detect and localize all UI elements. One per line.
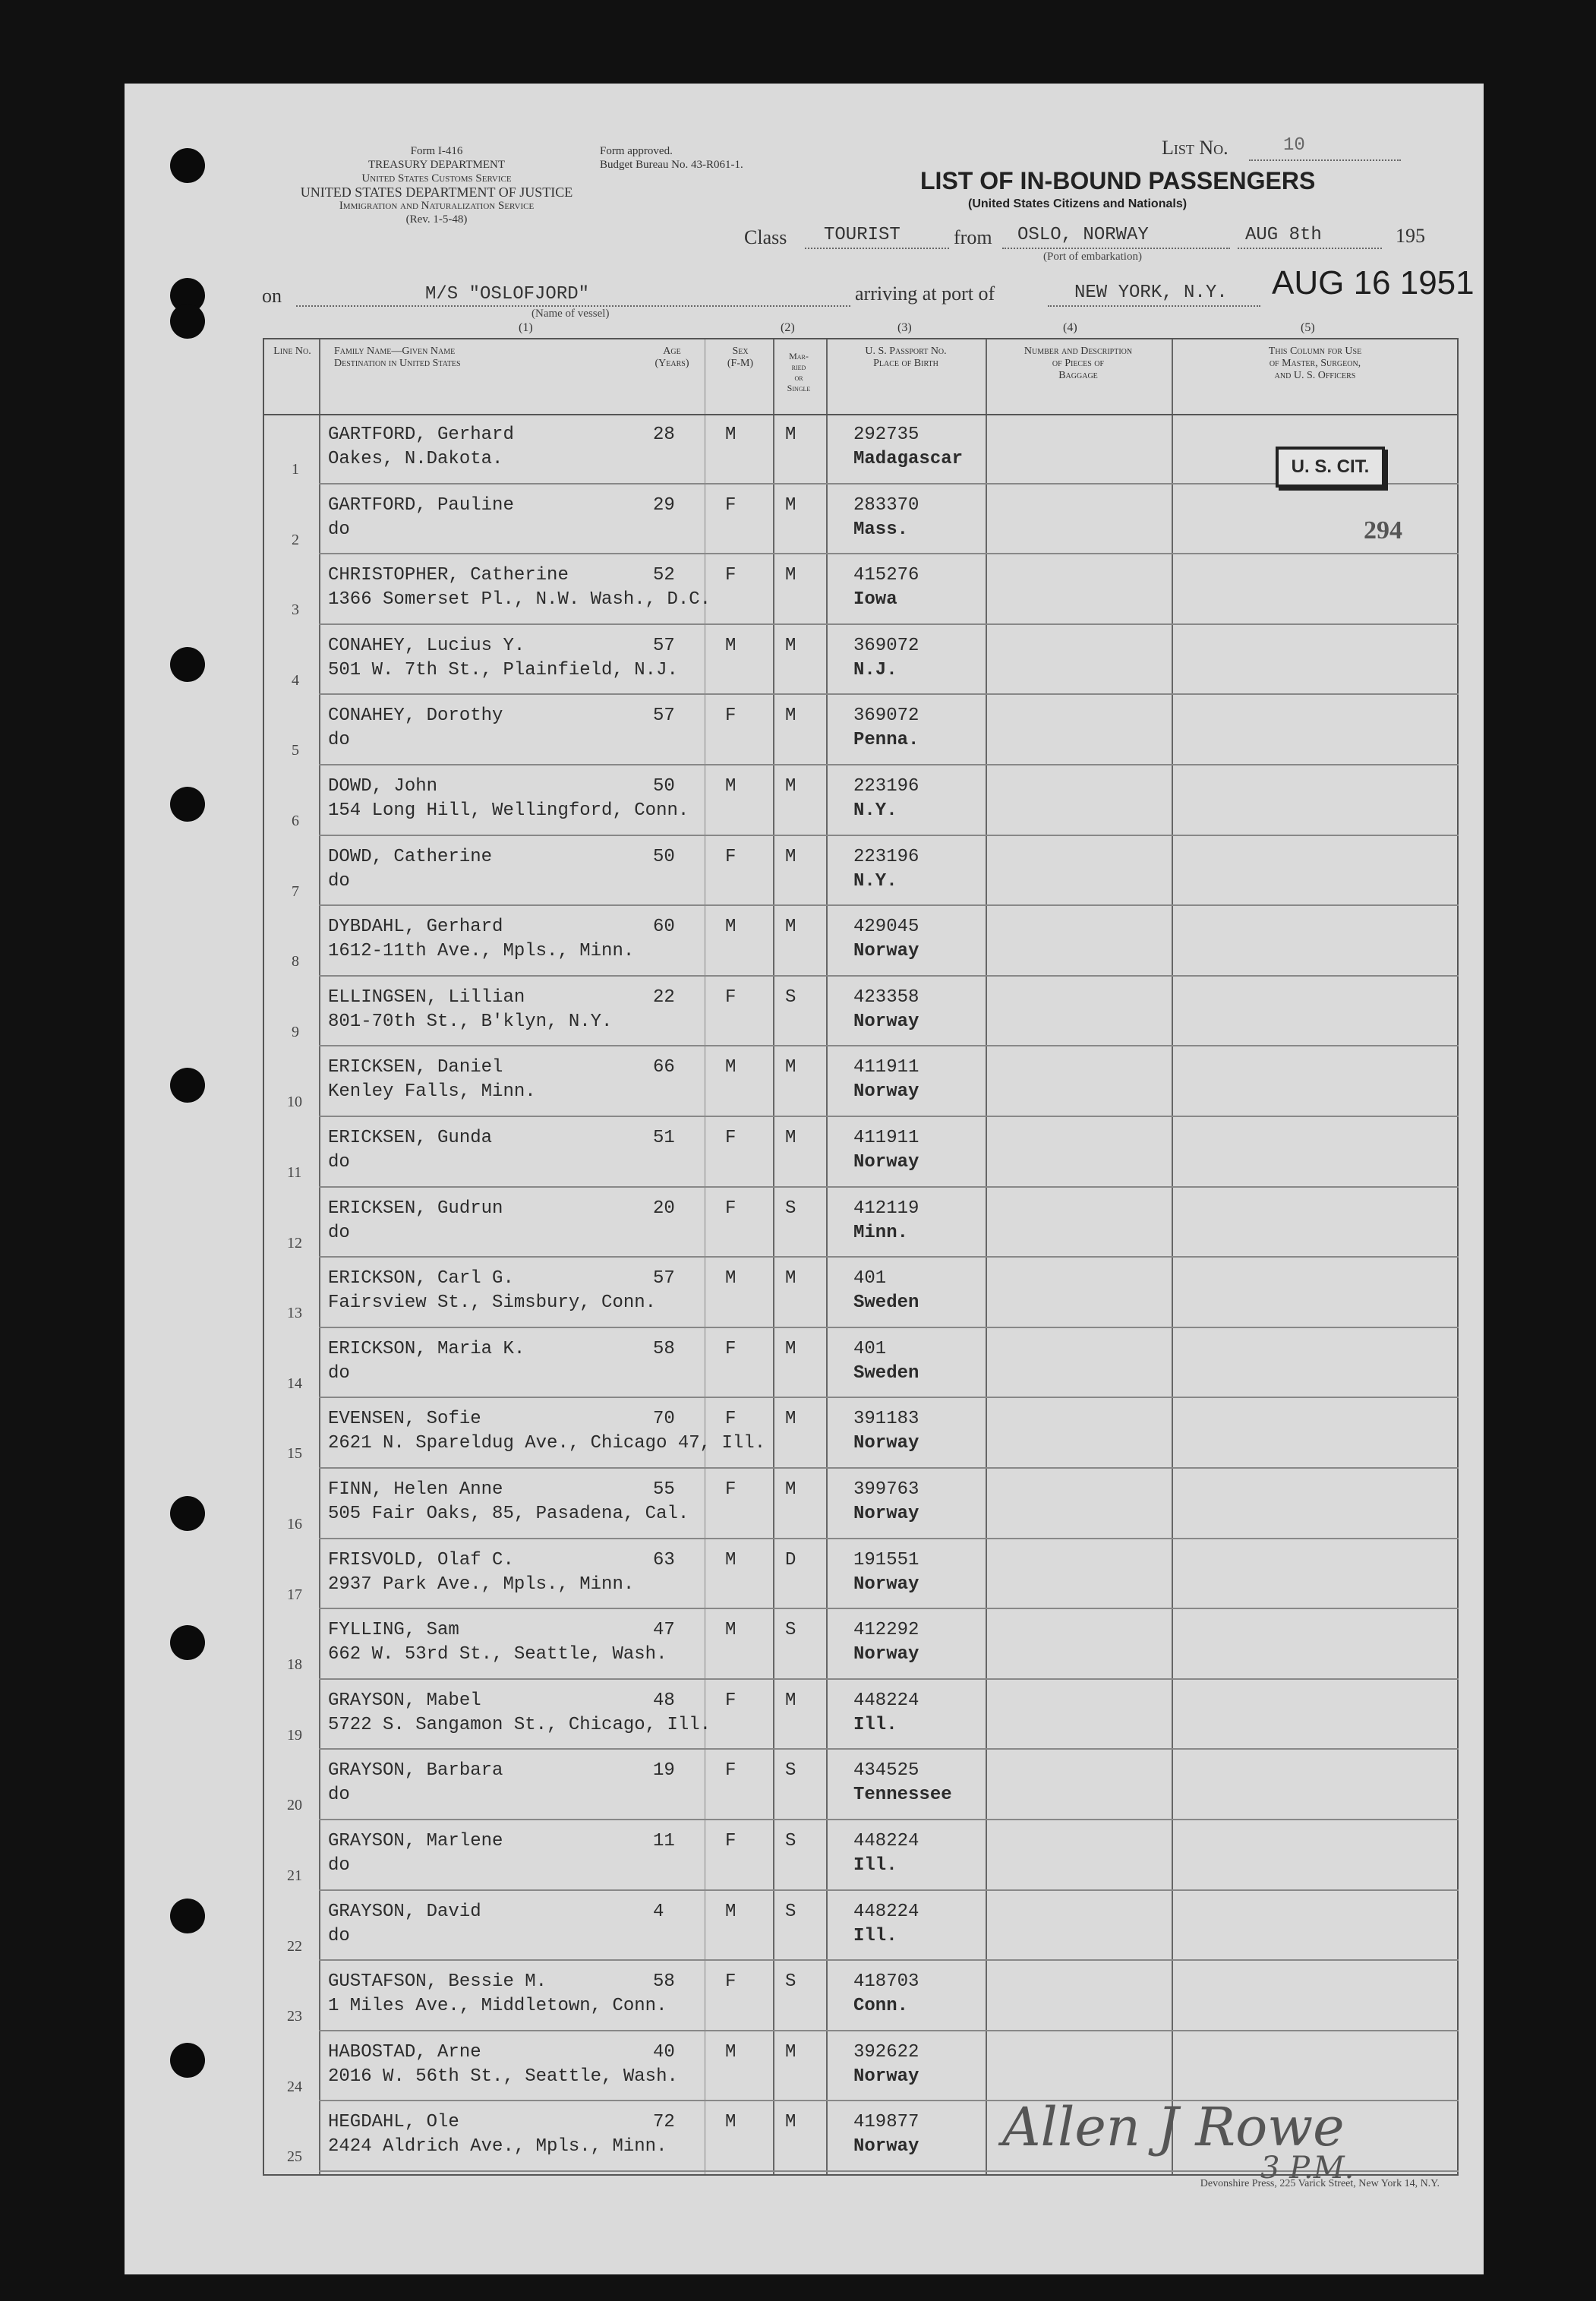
line-number: 4 xyxy=(292,671,299,689)
passenger-age: 51 xyxy=(653,1128,675,1148)
line-number: 21 xyxy=(287,1867,302,1884)
us-citizen-stamp: U. S. CIT. xyxy=(1276,447,1385,488)
line-number: 12 xyxy=(287,1234,302,1252)
marital-status: M xyxy=(785,1268,796,1289)
passenger-destination: do xyxy=(328,1222,350,1243)
passenger-age: 70 xyxy=(653,1409,675,1430)
line-number: 17 xyxy=(287,1586,302,1603)
passenger-sex: F xyxy=(725,1971,736,1993)
row-divider xyxy=(319,1256,1459,1258)
year-value: 195 xyxy=(1396,225,1425,247)
passenger-name: DOWD, Catherine xyxy=(328,846,493,867)
passenger-age: 60 xyxy=(653,917,675,938)
list-no-label: List No. xyxy=(1162,137,1229,159)
passenger-destination: do xyxy=(328,730,350,751)
passenger-sex: M xyxy=(725,917,736,938)
place-of-birth: Ill. xyxy=(853,1855,897,1876)
passenger-destination: 2937 Park Ave., Mpls., Minn. xyxy=(328,1573,635,1595)
row-divider xyxy=(319,1748,1459,1750)
passenger-sex: F xyxy=(725,1409,736,1430)
marital-status: S xyxy=(785,1760,796,1782)
on-label: on xyxy=(262,285,282,307)
passenger-name: ERICKSEN, Gunda xyxy=(328,1128,493,1148)
place-of-birth: Norway xyxy=(853,941,919,962)
passenger-name: GARTFORD, Gerhard xyxy=(328,425,514,445)
row-divider xyxy=(319,553,1459,554)
date-line xyxy=(1238,248,1382,249)
passenger-destination: 1612-11th Ave., Mpls., Minn. xyxy=(328,941,635,962)
binder-hole xyxy=(170,2043,205,2078)
class-label: Class xyxy=(744,226,787,248)
binder-hole xyxy=(170,304,205,339)
passenger-age: 66 xyxy=(653,1057,675,1078)
marital-status: M xyxy=(785,1128,796,1148)
col-num-3: (3) xyxy=(897,321,912,334)
form-approval xyxy=(600,144,828,172)
row-divider xyxy=(319,1467,1459,1469)
passport-number: 448224 xyxy=(853,1831,919,1851)
line-number: 1 xyxy=(292,461,299,478)
passenger-destination: do xyxy=(328,1855,350,1876)
form-id: Form I-416 xyxy=(410,145,463,157)
row-divider xyxy=(319,835,1459,836)
passport-number: 292735 xyxy=(853,425,919,445)
line-number: 14 xyxy=(287,1375,302,1392)
passenger-age: 58 xyxy=(653,1338,675,1359)
line-number: 2 xyxy=(292,531,299,548)
passenger-destination: 1366 Somerset Pl., N.W. Wash., D.C. xyxy=(328,589,711,611)
passenger-name: ERICKSON, Maria K. xyxy=(328,1338,525,1359)
class-line xyxy=(805,248,949,249)
line-number: 11 xyxy=(287,1164,302,1181)
passenger-name: DYBDAHL, Gerhard xyxy=(328,917,503,938)
passenger-destination: 2621 N. Spareldug Ave., Chicago 47, Ill. xyxy=(328,1433,766,1454)
passenger-age: 11 xyxy=(653,1831,675,1851)
col-line-no-label: Line No. xyxy=(273,346,311,357)
passenger-destination: Fairsview St., Simsbury, Conn. xyxy=(328,1293,657,1314)
passenger-destination: do xyxy=(328,1152,350,1173)
marital-status: M xyxy=(785,2041,796,2063)
passenger-name: ELLINGSEN, Lillian xyxy=(328,986,525,1008)
binder-hole xyxy=(170,1496,205,1531)
passenger-destination: do xyxy=(328,1785,350,1806)
passenger-name: DOWD, John xyxy=(328,776,438,797)
place-of-birth: Norway xyxy=(853,1573,919,1595)
marital-status: S xyxy=(785,1831,796,1851)
form-header-agencies xyxy=(262,144,611,226)
from-value: OSLO, NORWAY xyxy=(1017,225,1149,245)
marital-status: M xyxy=(785,1409,796,1430)
passenger-age: 57 xyxy=(653,1268,675,1289)
passenger-age: 58 xyxy=(653,1971,675,1993)
marital-status: M xyxy=(785,776,796,797)
line-number: 23 xyxy=(287,2008,302,2025)
col-name xyxy=(334,346,638,370)
passenger-name: CONAHEY, Dorothy xyxy=(328,705,503,727)
passport-number: 392622 xyxy=(853,2041,919,2063)
passenger-sex: M xyxy=(725,1901,736,1922)
row-divider xyxy=(319,1327,1459,1328)
passenger-name: FRISVOLD, Olaf C. xyxy=(328,1549,514,1570)
passenger-age: 50 xyxy=(653,846,675,867)
passenger-destination: 2424 Aldrich Ave., Mpls., Minn. xyxy=(328,2136,667,2157)
passenger-sex: F xyxy=(725,565,736,586)
passport-number: 448224 xyxy=(853,1901,919,1922)
binder-hole xyxy=(170,1625,205,1660)
col-married-label: Mar- ried or Single xyxy=(787,351,811,393)
passport-number: 419877 xyxy=(853,2112,919,2133)
passenger-destination: Oakes, N.Dakota. xyxy=(328,449,503,469)
place-of-birth: Norway xyxy=(853,1081,919,1103)
col-age-label: Age (Years) xyxy=(654,346,689,369)
marital-status: S xyxy=(785,1971,796,1993)
passenger-destination: 1 Miles Ave., Middletown, Conn. xyxy=(328,1996,667,2017)
line-number: 20 xyxy=(287,1797,302,1814)
line-number: 13 xyxy=(287,1305,302,1322)
passport-number: 399763 xyxy=(853,1479,919,1500)
place-of-birth: Penna. xyxy=(853,730,919,751)
passport-number: 391183 xyxy=(853,1409,919,1430)
passport-number: 411911 xyxy=(853,1057,919,1078)
passenger-age: 29 xyxy=(653,494,675,516)
passenger-sex: F xyxy=(725,1760,736,1782)
passenger-destination: do xyxy=(328,1925,350,1946)
passenger-age: 55 xyxy=(653,1479,675,1500)
place-of-birth: Ill. xyxy=(853,1714,897,1735)
passenger-destination: 505 Fair Oaks, 85, Pasadena, Cal. xyxy=(328,1504,689,1524)
vessel-note: (Name of vessel) xyxy=(531,308,610,320)
passenger-name: CONAHEY, Lucius Y. xyxy=(328,635,525,656)
passenger-destination: do xyxy=(328,870,350,892)
embark-note: (Port of embarkation) xyxy=(1043,251,1142,263)
date-value: AUG 8th xyxy=(1245,225,1322,245)
row-divider xyxy=(319,1045,1459,1046)
passport-number: 423358 xyxy=(853,986,919,1008)
passenger-name: CHRISTOPHER, Catherine xyxy=(328,565,569,586)
passenger-name: GARTFORD, Pauline xyxy=(328,494,514,516)
marital-status: S xyxy=(785,986,796,1008)
passenger-age: 48 xyxy=(653,1690,675,1711)
passenger-age: 57 xyxy=(653,635,675,656)
place-of-birth: N.Y. xyxy=(853,870,897,892)
row-divider xyxy=(319,1959,1459,1961)
marital-status: M xyxy=(785,565,796,586)
passenger-destination: 2016 W. 56th St., Seattle, Wash. xyxy=(328,2066,678,2087)
line-number: 3 xyxy=(292,601,299,619)
passport-number: 434525 xyxy=(853,1760,919,1782)
passenger-destination: 801-70th St., B'klyn, N.Y. xyxy=(328,1011,613,1032)
list-no-value: 10 xyxy=(1283,135,1305,156)
class-value: TOURIST xyxy=(824,225,901,245)
passenger-name: ERICKSEN, Daniel xyxy=(328,1057,503,1078)
marital-status: S xyxy=(785,1901,796,1922)
passport-number: 369072 xyxy=(853,635,919,656)
passenger-sex: M xyxy=(725,1268,736,1289)
binder-hole xyxy=(170,787,205,822)
passport-number: 369072 xyxy=(853,705,919,727)
place-of-birth: Madagascar xyxy=(853,449,964,469)
marital-status: M xyxy=(785,846,796,867)
port-line xyxy=(1048,305,1260,307)
place-of-birth: Ill. xyxy=(853,1925,897,1946)
passenger-sex: F xyxy=(725,1128,736,1148)
passenger-age: 22 xyxy=(653,986,675,1008)
customs-label: United States Customs Service xyxy=(361,172,512,185)
passenger-name: FINN, Helen Anne xyxy=(328,1479,503,1500)
col-num-2: (2) xyxy=(781,321,795,334)
passenger-age: 52 xyxy=(653,565,675,586)
passenger-age: 57 xyxy=(653,705,675,727)
passenger-name: GRAYSON, David xyxy=(328,1901,481,1922)
passport-number: 401 xyxy=(853,1268,887,1289)
line-number: 24 xyxy=(287,2078,302,2095)
place-of-birth: Sweden xyxy=(853,1293,919,1314)
binder-hole xyxy=(170,1068,205,1103)
passenger-name: ERICKSON, Carl G. xyxy=(328,1268,514,1289)
passenger-sex: M xyxy=(725,2112,736,2133)
col-num-4: (4) xyxy=(1063,321,1077,334)
row-divider xyxy=(319,764,1459,765)
justice-label: UNITED STATES DEPARTMENT OF JUSTICE xyxy=(300,185,573,200)
marital-status: M xyxy=(785,917,796,938)
marital-status: M xyxy=(785,1338,796,1359)
signature-note: 3 P.M. xyxy=(1260,2151,1355,2186)
list-no-line xyxy=(1249,159,1401,161)
place-of-birth: N.J. xyxy=(853,659,897,680)
passenger-sex: F xyxy=(725,1831,736,1851)
passport-number: 223196 xyxy=(853,776,919,797)
row-divider xyxy=(319,1397,1459,1398)
passenger-sex: F xyxy=(725,986,736,1008)
line-number: 15 xyxy=(287,1445,302,1463)
form-subtitle: (United States Citizens and Nationals) xyxy=(968,197,1188,210)
marital-status: M xyxy=(785,635,796,656)
place-of-birth: Norway xyxy=(853,1504,919,1524)
passport-number: 429045 xyxy=(853,917,919,938)
passenger-destination: do xyxy=(328,519,350,540)
marital-status: M xyxy=(785,1479,796,1500)
passenger-name: HEGDAHL, Ole xyxy=(328,2112,459,2133)
treasury-label: TREASURY DEPARTMENT xyxy=(367,159,506,171)
printer-footer: Devonshire Press, 225 Varick Street, New York 14, N.Y. xyxy=(1200,2178,1440,2189)
col-age xyxy=(642,346,702,370)
passenger-age: 50 xyxy=(653,776,675,797)
passport-number: 191551 xyxy=(853,1549,919,1570)
passenger-destination: 662 W. 53rd St., Seattle, Wash. xyxy=(328,1644,667,1665)
col-sex xyxy=(710,346,771,370)
row-divider xyxy=(319,1678,1459,1680)
passenger-sex: F xyxy=(725,1690,736,1711)
passenger-sex: F xyxy=(725,1479,736,1500)
passenger-sex: M xyxy=(725,776,736,797)
passenger-sex: M xyxy=(725,1057,736,1078)
binder-hole xyxy=(170,647,205,682)
place-of-birth: Norway xyxy=(853,1433,919,1454)
row-divider xyxy=(319,1889,1459,1891)
passenger-sex: M xyxy=(725,425,736,445)
passenger-name: GRAYSON, Barbara xyxy=(328,1760,503,1782)
line-number: 5 xyxy=(292,742,299,759)
passenger-name: FYLLING, Sam xyxy=(328,1620,459,1641)
row-divider xyxy=(319,623,1459,625)
row-divider xyxy=(319,904,1459,906)
line-number: 8 xyxy=(292,953,299,971)
binder-hole xyxy=(170,1899,205,1933)
passenger-age: 28 xyxy=(653,425,675,445)
passenger-sex: F xyxy=(725,494,736,516)
passenger-destination: Kenley Falls, Minn. xyxy=(328,1081,536,1103)
passenger-sex: M xyxy=(725,635,736,656)
line-number: 10 xyxy=(287,1094,302,1111)
passport-number: 223196 xyxy=(853,846,919,867)
row-divider xyxy=(319,1186,1459,1188)
col-passport xyxy=(828,346,984,370)
passenger-age: 20 xyxy=(653,1198,675,1219)
marital-status: D xyxy=(785,1549,796,1570)
passenger-age: 72 xyxy=(653,2112,675,2133)
passenger-name: GRAYSON, Mabel xyxy=(328,1690,481,1711)
stamp-number: 294 xyxy=(1364,516,1402,544)
col-married xyxy=(773,351,825,393)
place-of-birth: Sweden xyxy=(853,1362,919,1384)
passenger-sex: M xyxy=(725,1620,736,1641)
row-divider xyxy=(319,975,1459,977)
passenger-age: 4 xyxy=(653,1901,664,1922)
from-line xyxy=(1002,248,1230,249)
passport-number: 448224 xyxy=(853,1690,919,1711)
passport-number: 418703 xyxy=(853,1971,919,1993)
line-number: 22 xyxy=(287,1937,302,1955)
passport-number: 401 xyxy=(853,1338,887,1359)
line-number: 7 xyxy=(292,882,299,900)
passenger-sex: F xyxy=(725,705,736,727)
row-divider xyxy=(319,2030,1459,2031)
marital-status: M xyxy=(785,705,796,727)
passport-number: 412292 xyxy=(853,1620,919,1641)
marital-status: M xyxy=(785,494,796,516)
passenger-name: GRAYSON, Marlene xyxy=(328,1831,503,1851)
passenger-name: GUSTAFSON, Bessie M. xyxy=(328,1971,547,1993)
col-sex-label: Sex (F-M) xyxy=(727,346,754,369)
line-number: 9 xyxy=(292,1023,299,1040)
budget-label: Budget Bureau No. 43-R061-1. xyxy=(600,159,743,171)
arrival-date-stamp: AUG 16 1951 xyxy=(1272,264,1475,301)
col-officers xyxy=(1173,346,1457,382)
place-of-birth: Norway xyxy=(853,1644,919,1665)
place-of-birth: Norway xyxy=(853,1152,919,1173)
passport-number: 415276 xyxy=(853,565,919,586)
place-of-birth: N.Y. xyxy=(853,800,897,821)
marital-status: M xyxy=(785,425,796,445)
passenger-name: HABOSTAD, Arne xyxy=(328,2041,481,2063)
passenger-destination: do xyxy=(328,1362,350,1384)
marital-status: S xyxy=(785,1198,796,1219)
ins-label: Immigration and Naturalization Service xyxy=(339,200,535,212)
col-officers-label: This Column for Use of Master, Surgeon, and U. S. Officers xyxy=(1268,346,1362,381)
place-of-birth: Norway xyxy=(853,2066,919,2087)
row-divider xyxy=(319,1608,1459,1609)
passenger-age: 47 xyxy=(653,1620,675,1641)
binder-hole xyxy=(170,148,205,183)
passenger-sex: M xyxy=(725,2041,736,2063)
form-title: LIST OF IN-BOUND PASSENGERS xyxy=(920,167,1316,194)
passenger-destination: 154 Long Hill, Wellingford, Conn. xyxy=(328,800,689,821)
marital-status: S xyxy=(785,1620,796,1641)
place-of-birth: Conn. xyxy=(853,1996,909,2017)
passenger-sex: F xyxy=(725,846,736,867)
col-passport-label: U. S. Passport No. Place of Birth xyxy=(865,346,947,369)
passenger-sex: F xyxy=(725,1338,736,1359)
port-value: NEW YORK, N.Y. xyxy=(1074,282,1228,303)
col-line-no xyxy=(267,346,317,358)
passenger-age: 19 xyxy=(653,1760,675,1782)
col-name-label: Family Name—Given Name Destination in United States xyxy=(334,346,461,369)
col-baggage xyxy=(987,346,1169,382)
from-label: from xyxy=(954,226,992,248)
place-of-birth: Norway xyxy=(853,2136,919,2157)
col-num-1: (1) xyxy=(519,321,533,334)
place-of-birth: Mass. xyxy=(853,519,909,540)
marital-status: M xyxy=(785,1690,796,1711)
line-number: 6 xyxy=(292,813,299,829)
row-divider xyxy=(319,1538,1459,1539)
passenger-name: EVENSEN, Sofie xyxy=(328,1409,481,1430)
passenger-age: 40 xyxy=(653,2041,675,2063)
passenger-destination: 501 W. 7th St., Plainfield, N.J. xyxy=(328,659,678,680)
passport-number: 412119 xyxy=(853,1198,919,1219)
row-divider xyxy=(319,693,1459,695)
line-number: 18 xyxy=(287,1656,302,1674)
marital-status: M xyxy=(785,1057,796,1078)
place-of-birth: Minn. xyxy=(853,1222,909,1243)
vessel-value: M/S "OSLOFJORD" xyxy=(425,284,590,305)
place-of-birth: Tennessee xyxy=(853,1785,952,1806)
passport-number: 283370 xyxy=(853,494,919,516)
line-number: 16 xyxy=(287,1516,302,1532)
line-number: 25 xyxy=(287,2148,302,2166)
passport-number: 411911 xyxy=(853,1128,919,1148)
passenger-sex: M xyxy=(725,1549,736,1570)
officer-signature: Allen J Rowe xyxy=(1002,2096,1345,2158)
col-num-5: (5) xyxy=(1301,321,1315,334)
vessel-line xyxy=(296,305,850,307)
rev-label: (Rev. 1-5-48) xyxy=(405,213,468,226)
passenger-sex: F xyxy=(725,1198,736,1219)
marital-status: M xyxy=(785,2112,796,2133)
line-number: 19 xyxy=(287,1726,302,1744)
col-baggage-label: Number and Description of Pieces of Baggage xyxy=(1024,346,1133,381)
passenger-age: 63 xyxy=(653,1549,675,1570)
passenger-destination: 5722 S. Sangamon St., Chicago, Ill. xyxy=(328,1714,711,1735)
row-divider xyxy=(319,1116,1459,1117)
passenger-name: ERICKSEN, Gudrun xyxy=(328,1198,503,1219)
approved-label: Form approved. xyxy=(600,145,673,157)
place-of-birth: Norway xyxy=(853,1011,919,1032)
place-of-birth: Iowa xyxy=(853,589,897,611)
arriving-label: arriving at port of xyxy=(855,282,995,305)
row-divider xyxy=(319,1819,1459,1820)
